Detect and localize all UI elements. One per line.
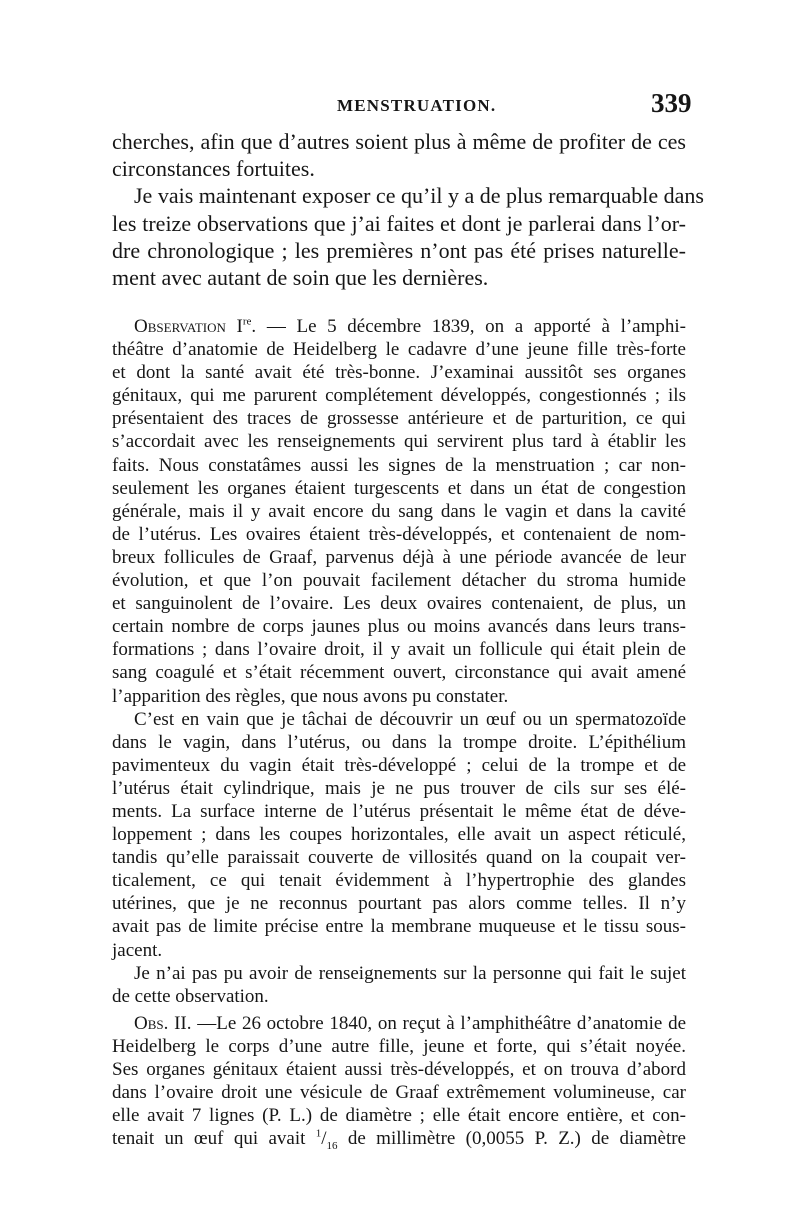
text-line: présentaient des traces de grossesse antérieure et de parturition, ce qui (112, 408, 686, 430)
text-line: dre chronologique ; les premières n’ont pas été prises naturelle- (112, 237, 686, 263)
text-line: Ses organes génitaux étaient aussi très-développés, et on trouva d’abord (112, 1059, 686, 1081)
text-line: de l’utérus. Les ovaires étaient très-développés, et contenaient de nom- (112, 523, 686, 545)
text-line: Je vais maintenant exposer ce qu’il y a de plus remarquable dans (134, 183, 704, 209)
text-line: dans le vagin, dans l’utérus, ou dans la trompe droite. L’épithélium (112, 731, 686, 753)
text-line: générale, mais il y avait encore du sang dans le vagin et dans la cavité (112, 500, 686, 522)
text-line: . — Le 5 décembre 1839, on a apporté à l’amphi- (251, 316, 686, 337)
text-line: l’apparition des règles, que nous avons pu constater. (112, 685, 509, 707)
running-title: MENSTRUATION. (337, 96, 497, 115)
text-line: utérines, que je ne reconnus pourtant pas alors comme telles. Il n’y (112, 893, 686, 915)
text-line: loppement ; dans les coupes horizontales, elle avait un aspect réticulé, (112, 824, 686, 846)
text-line: elle avait 7 lignes (P. L.) de diamètre ; elle était encore entière, et con- (112, 1105, 686, 1127)
text-line: génitaux, qui me parurent complétement développés, congestionnés ; ils (112, 385, 686, 407)
text-line: ments. La surface interne de l’utérus présentait le même état de déve- (112, 800, 686, 822)
observation-heading-line (112, 315, 686, 338)
text-line: Heidelberg le corps d’une autre fille, jeune et forte, qui s’était noyée. (112, 1036, 686, 1058)
observation-heading-sup: re (242, 315, 252, 328)
observation-heading: Obs. II. (134, 1013, 192, 1034)
text-line: de cette observation. (112, 985, 269, 1007)
text-line: dans l’ovaire droit une vésicule de Graaf extrêmement volumineuse, car (112, 1082, 686, 1104)
text-line: tandis qu’elle paraissait couverte de villosités quand on la coupait ver- (112, 847, 686, 869)
text-line-last: tenait un œuf qui avait $^1/_{16}$ de millimètre (0,0055 P. Z.) de diamètre (112, 1128, 686, 1153)
text-line: cherches, afin que d’autres soient plus à même de profiter de ces (112, 129, 686, 154)
text-line: s’accordait avec les renseignements qui servirent plus tard à établir les (112, 431, 686, 453)
text-line: circonstances fortuites. (112, 156, 315, 182)
text-line: jacent. (112, 939, 163, 961)
text-line: l’utérus était cylindrique, mais je ne pus trouver de cils sur ses élé- (112, 777, 686, 799)
text-line: formations ; dans l’ovaire droit, il y avait un follicule qui était plein de (112, 639, 686, 661)
text-line: pavimenteux du vagin était très-développé ; celui de la trompe et de (112, 754, 686, 776)
text-line: C’est en vain que je tâchai de découvrir un œuf ou un spermatozoïde (134, 708, 686, 730)
text-line: seulement les organes étaient turgescents et dans un état de congestion (112, 477, 686, 499)
fraction-denominator: 16 (326, 1140, 338, 1153)
observation-1 (112, 315, 686, 1008)
text-fragment: tenait un œuf qui avait (112, 1128, 316, 1150)
text-line: faits. Nous constatâmes aussi les signes de la menstruation ; car non- (112, 454, 686, 476)
text-line: ticalement, ce qui tenait évidemment à l’hypertrophie des glandes (112, 870, 686, 892)
text-line: avait pas de limite précise entre la membrane muqueuse et le tissu sous- (112, 916, 686, 938)
text-line: breux follicules de Graaf, parvenus déjà à une période avancée de leur (112, 546, 686, 568)
page-number: 339 (651, 88, 692, 118)
observation-heading: Observation I (134, 316, 243, 337)
fraction-numerator: 1 (315, 1128, 322, 1141)
text-line: et sanguinolent de l’ovaire. Les deux ovaires contenaient, de plus, un (112, 593, 686, 615)
text-line: ment avec autant de soin que les dernières. (112, 265, 489, 291)
page-header (0, 88, 800, 122)
text-line: théâtre d’anatomie de Heidelberg le cadavre d’une jeune fille très-forte (112, 339, 686, 361)
intro-text (112, 128, 704, 291)
text-line: et dont la santé avait été très-bonne. J’examinai aussitôt ses organes (112, 362, 686, 384)
text-line: —Le 26 octobre 1840, on reçut à l’amphithéâtre d’anatomie de (191, 1013, 687, 1034)
observation-heading-line (112, 1012, 686, 1035)
text-line: sang coagulé et s’était récemment ouvert, circonstance qui avait amené (112, 662, 686, 684)
text-line: les treize observations que j’ai faites et dont je parlerai dans l’or- (112, 210, 686, 236)
text-line: Je n’ai pas pu avoir de renseignements sur la personne qui fait le sujet (134, 962, 686, 984)
text-line: certain nombre de corps jaunes plus ou moins avancés dans leurs trans- (112, 616, 686, 638)
text-fragment: de millimètre (0,0055 P. Z.) de diamètre (337, 1128, 686, 1150)
text-line: évolution, et que l’on pouvait facilement détacher du stroma humide (112, 570, 686, 592)
observation-2 (112, 1012, 686, 1151)
